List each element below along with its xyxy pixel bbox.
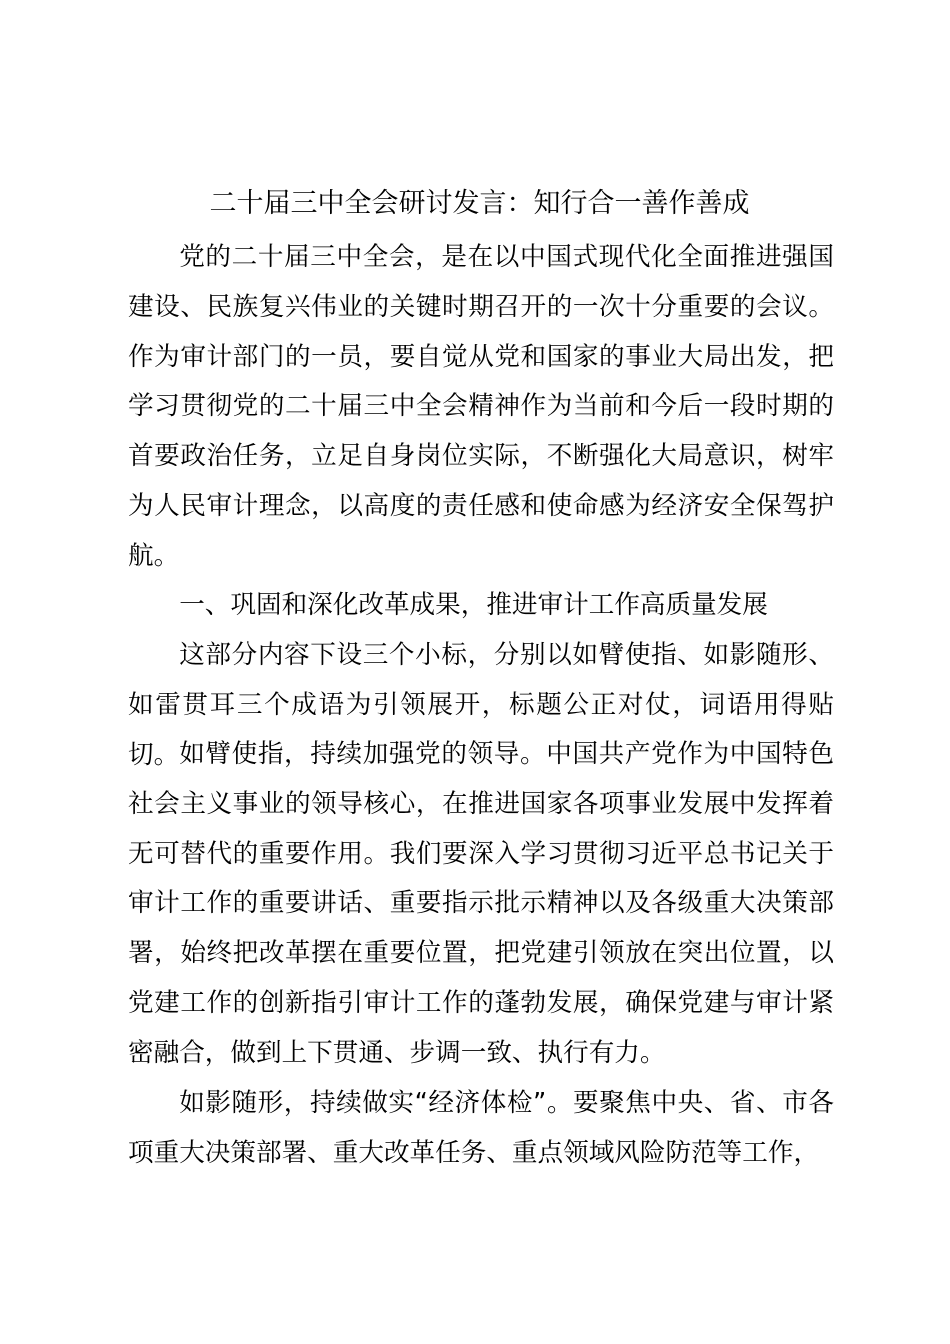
paragraph-economic-checkup: 如影随形，持续做实“经济体检”。要聚焦中央、省、市各项重大决策部署、重大改革任务、重点领域风险防范等工作， xyxy=(128,1088,834,1168)
paragraph-intro: 党的二十届三中全会，是在以中国式现代化全面推进强国建设、民族复兴伟业的关键时期召开的一次十分重要的会议。作为审计部门的一员，要自觉从党和国家的事业大局出发，把学习贯彻党的二十届三中全会精神作为当前和今后一段时期的首要政治任务，立足自身岗位实际，不断强化大局意识，树牢为人民审计理念，以高度的责任感和使命感为经济安全保驾护航。 xyxy=(128,242,834,571)
document-title: 二十届三中全会研讨发言：知行合一善作善成 xyxy=(209,188,750,219)
section-heading-1: 一、巩固和深化改革成果，推进审计工作高质量发展 xyxy=(179,590,768,620)
paragraph-section-overview: 这部分内容下设三个小标，分别以如臂使指、如影随形、如雷贯耳三个成语为引领展开，标题公正对仗，词语用得贴切。 xyxy=(128,640,834,770)
paragraph-party-leadership: 如臂使指，持续加强党的领导。中国共产党作为中国特色社会主义事业的领导核心，在推进国家各项事业发展中发挥着无可替代的重要作用。我们要深入学习贯彻习近平总书记关于审计工作的重要讲话、重要指示批示精神以及各级重大决策部署，始终把改革摆在重要位置，把党建引领放在突出位置，以党建工作的创新指引审计工作的蓬勃发展，确保党建与审计紧密融合，做到上下贯通、步调一致、执行有力。 xyxy=(128,739,834,1068)
